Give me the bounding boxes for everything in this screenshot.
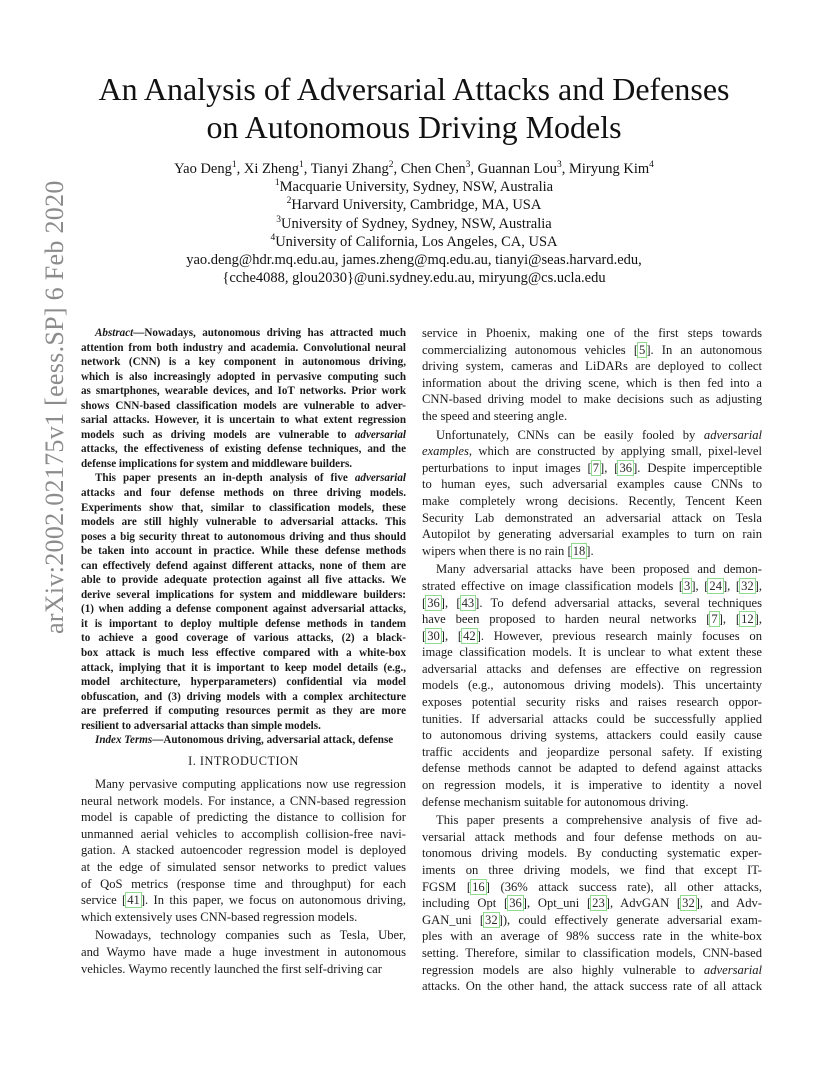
text-line: Abstract—Nowadays, autonomous driving has attracted much [95, 327, 406, 339]
text-line: service in Phoenix, making one of the first steps towards [422, 326, 762, 340]
introduction-right-column [422, 325, 762, 995]
email-line-2: {cche4088, glou2030}@uni.sydney.edu.au, miryung@cs.ucla.edu [222, 270, 606, 287]
text-line: perturbations to input images [7], [36]. Despite imperceptible [422, 460, 762, 475]
text-line: attention from both industry and academia. Convolutional neural [81, 341, 406, 354]
text-line: poses a big security threat to autonomous driving and thus should [81, 530, 406, 543]
paper-title [60, 70, 768, 146]
text-line: versarial attack methods and four defense methods on au- [422, 829, 762, 844]
text-line: models (e.g., autonomous driving models). This uncertainty [422, 678, 762, 693]
text-line: attacks, the effectiveness of existing defense techniques, and the [81, 443, 406, 456]
text-line: iments on three driving models, we find that except IT- [422, 863, 762, 877]
text-line: CNN-based driving model to make decisions such as adjusting [422, 392, 762, 407]
text-line: Many pervasive computing applications now use regression [95, 777, 406, 791]
arxiv-sidebar-stamp [0, 0, 69, 1072]
text-line: box attack is much less effective compared with a white-box [81, 647, 406, 660]
text-line: Index Terms—Autonomous driving, adversarial attack, defense [95, 734, 394, 747]
text-line: sarial attacks. However, it is uncertain to what extent regression [81, 414, 406, 427]
arxiv-identifier: arXiv:2002.02175v1 [eess.SP] 6 Feb 2020 [40, 180, 69, 634]
text-line: to achieve a good coverage of various attacks, (2) a black- [81, 632, 406, 645]
title-line-1: An Analysis of Adversarial Attacks and Defenses [98, 71, 730, 107]
text-line: resilient to adversarial attacks than simple models. [81, 719, 321, 732]
text-line: vehicles. Waymo recently launched the first self-driving car [81, 961, 382, 976]
text-line: unmanned aerial vehicles to accomplish collision-free navi- [81, 826, 406, 841]
text-line: tunities. If adversarial attacks could be successfully applied [422, 711, 762, 726]
affiliation-3: $^3$University of Sydney, Sydney, NSW, Australia [276, 214, 552, 232]
text-line: attacks and four defense methods on three driving models. [81, 487, 406, 500]
text-line: adversarial attacks and defenses are effective on regression [422, 661, 762, 676]
title-line-2: on Autonomous Driving Models [206, 109, 622, 145]
text-line: service [41]. In this paper, we focus on autonomous driving, [81, 893, 406, 908]
abstract [81, 326, 406, 748]
text-line: make completely wrong decisions. Recently, Tencent Keen [422, 493, 762, 508]
text-line: FGSM [16] (36% attack success rate), all other attacks, [422, 879, 762, 894]
text-line: (1) when adding a defense component against adversarial attacks, [81, 603, 406, 616]
author-list: Yao Deng$^1$, Xi Zheng$^1$, Tianyi Zhang$^2$, Chen Chen$^3$, Guannan Lou$^3$, Miryung Kim$^4$ [174, 160, 654, 177]
text-line: Security Lab demonstrated an adversarial attack on Tesla [422, 510, 762, 525]
text-line: to human eyes, such adversarial examples cause CNNs to [422, 477, 762, 492]
text-line: defense methods cannot be adapted to defend against attacks [422, 761, 762, 776]
text-line: attacks. On the other hand, the attack success rate of all attack [422, 979, 762, 994]
text-line: Many adversarial attacks have been proposed and demon- [436, 562, 762, 577]
text-line: driving system, cameras and LiDARs are deployed to collect [422, 359, 762, 374]
text-line: image classification models. It is unclear to what extent these [422, 645, 762, 660]
affiliation-4: $^4$University of California, Los Angeles, CA, USA [270, 232, 558, 250]
text-line: [36], [43]. To defend adversarial attacks, several techniques [422, 595, 762, 610]
text-line: This paper presents an in-depth analysis of five adversarial [95, 472, 406, 485]
text-line: examples, which are constructed by applying small, pixel-level [422, 444, 762, 459]
text-line: exposes potential security risks and raises research oppor- [422, 695, 762, 710]
text-line: Nowadays, technology companies such as Tesla, Uber, [95, 928, 406, 943]
text-line: of QoS metrics (response time and throughput) for each [81, 876, 406, 891]
text-line: obfuscation, and (3) driving models with a complex architecture [81, 690, 406, 703]
text-line: at the edge of simulated sensor networks to predict values [81, 859, 406, 874]
email-line-1: yao.deng@hdr.mq.edu.au, james.zheng@mq.edu.au, tianyi@seas.harvard.edu, [186, 252, 642, 269]
text-line: network (CNN) is a key component in autonomous driving, [81, 356, 406, 369]
text-line: to autonomous driving systems, attackers could easily cause [422, 728, 762, 743]
text-line: on regression models, it is imperative to identity a novel [422, 778, 762, 793]
affiliation-2: $^2$Harvard University, Cambridge, MA, USA [286, 196, 542, 214]
text-line: regression models are also highly vulnerable to adversarial [422, 962, 762, 977]
text-line: gation. A stacked autoencoder regression model is deployed [81, 843, 406, 858]
text-line: tonomous driving models. By conducting systematic exper- [422, 846, 762, 861]
text-line: which is also increasingly adopted in pervasive computing such [81, 370, 406, 383]
author-block [60, 160, 768, 287]
section-heading-introduction: I. INTRODUCTION [188, 754, 299, 768]
text-line: strated effective on image classification models [3], [24], [32], [422, 578, 762, 593]
text-line: defense mechanism suitable for autonomous driving. [422, 794, 689, 809]
text-line: have been proposed to harden neural networks [7], [12], [422, 612, 762, 627]
text-line: as smartphones, wearable devices, and IoT networks. Prior work [81, 385, 406, 398]
text-line: ples with an average of 98% success rate in the white-box [422, 929, 762, 944]
text-line: can effectively defend against different attacks, none of them are [81, 559, 406, 572]
text-line: This paper presents a comprehensive analysis of five ad- [436, 813, 762, 828]
text-line: attack, implying that it is important to keep model details (e.g., [81, 661, 406, 674]
text-line: including Opt [36], Opt_uni [23], AdvGAN [32], and Adv- [422, 896, 762, 911]
text-line: models are still highly vulnerable to adversarial attacks. This [81, 516, 406, 529]
text-line: model is capable of predicting the distance to collision for [81, 810, 406, 825]
text-line: and Waymo have made a huge investment in autonomous [81, 944, 406, 959]
text-line: are preferred if computing resources permit as they are more [81, 705, 406, 718]
text-line: commercializing autonomous vehicles [5]. In an autonomous [422, 342, 762, 357]
text-line: the speed and steering angle. [422, 408, 568, 423]
text-line: derive several implications for system and middleware builders: [81, 588, 406, 601]
text-line: wipers when there is no rain [18]. [422, 543, 594, 558]
text-line: Unfortunately, CNNs can be easily fooled by adversarial [436, 427, 762, 442]
text-line: neural network models. For instance, a CNN-based regression [81, 793, 406, 808]
text-line: model architecture, hyperparameters) confidential via model [81, 676, 406, 689]
text-line: shows CNN-based classification models are vulnerable to adver- [81, 399, 406, 412]
text-line: able to provide adequate protection against all five attacks. We [81, 574, 406, 587]
text-line: which extensively uses CNN-based regression models. [81, 909, 358, 924]
text-line: setting. Therefore, similar to classification models, CNN-based [422, 945, 762, 960]
affiliation-1: $^1$Macquarie University, Sydney, NSW, Australia [274, 178, 554, 196]
text-line: be taken into account in practice. While these defense methods [81, 545, 406, 558]
text-line: information about the driving scene, which is then fed into a [422, 375, 762, 390]
text-line: Experiments show that, similar to classification models, these [81, 501, 406, 514]
text-line: GAN_uni [32]), could effectively generate adversarial exam- [422, 912, 762, 927]
text-line: Autopilot by generating adversarial examples to turn on rain [422, 527, 762, 542]
text-line: [30], [42]. However, previous research mainly focuses on [422, 628, 762, 643]
text-line: traffic accidents and jeopardize personal safety. If existing [422, 744, 762, 759]
text-line: it is important to deploy multiple defense methods in tandem [81, 617, 406, 630]
introduction-left-column [81, 776, 406, 977]
text-line: defense implications for system and middleware builders. [81, 457, 353, 470]
text-line: models such as driving models are vulnerable to adversarial [81, 428, 406, 441]
